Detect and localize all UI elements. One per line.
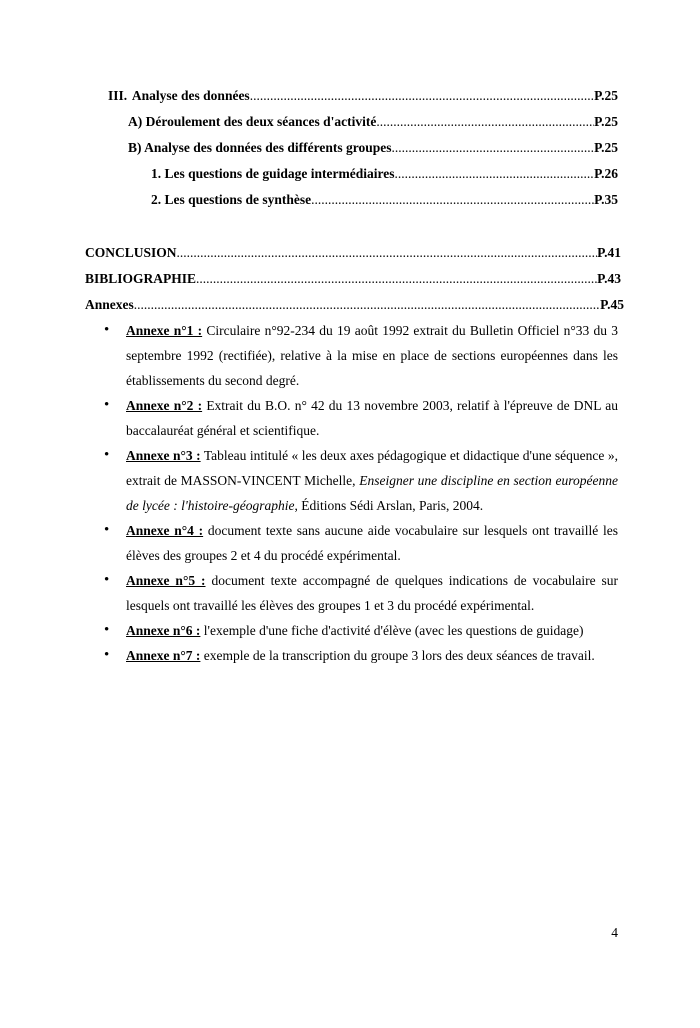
annex-text: l'exemple d'une fiche d'activité d'élève (avec les questions de guidage): [200, 623, 584, 638]
toc-section-3-title: Analyse des données: [131, 88, 250, 103]
annex-text: Extrait du B.O. n° 42 du 13 novembre 2003, relatif à l'épreuve de DNL au baccalauréat général et scientifique.: [126, 398, 618, 438]
toc-entry-b2: [151, 192, 618, 208]
annex-item-1: [86, 318, 618, 393]
toc-entry-b2-title: 2. Les questions de synthèse: [151, 192, 312, 207]
toc-leader-dots: [395, 166, 595, 182]
annex-text-part: , Éditions Sédi Arslan, Paris, 2004.: [294, 498, 484, 513]
bullet-icon: •: [104, 622, 110, 638]
toc-bibliographie: [85, 271, 621, 287]
toc-annexes-title: Annexes: [85, 297, 134, 312]
bullet-icon: •: [104, 647, 110, 663]
annex-label: Annexe n°3 :: [126, 448, 201, 463]
annex-label: Annexe n°6 :: [126, 623, 201, 638]
toc-section-3: [108, 88, 618, 104]
page-number: 4: [611, 925, 618, 940]
bullet-icon: •: [104, 522, 110, 538]
annex-label: Annexe n°1 :: [126, 323, 203, 338]
annex-label: Annexe n°2 :: [126, 398, 203, 413]
toc-entry-b2-page: P.35: [594, 192, 618, 207]
toc-leader-dots: [376, 114, 594, 130]
toc-entry-b1-page: P.26: [594, 166, 618, 181]
toc-entry-b-page: P.25: [594, 140, 618, 155]
toc-annexes: [85, 297, 624, 313]
toc-entry-a: [128, 114, 618, 130]
annex-text: [126, 448, 618, 513]
annex-item-7: [86, 643, 618, 668]
toc-entry-b1-title: 1. Les questions de guidage intermédiaires: [151, 166, 395, 181]
annex-item-4: [86, 518, 618, 568]
toc-leader-dots: [392, 140, 595, 156]
bullet-icon: •: [104, 447, 110, 463]
toc-leader-dots: [177, 245, 598, 261]
annex-text: document texte sans aucune aide vocabulaire sur lesquels ont travaillé les élèves des groupes 2 et 4 du procédé expérimental.: [126, 523, 619, 563]
annex-book-title: Enseigner une discipline en section européenne de lycée : l'histoire-géographie: [126, 473, 618, 513]
toc-entry-b: [128, 140, 618, 156]
toc-entry-a-page: P.25: [594, 114, 618, 129]
bullet-icon: •: [104, 397, 110, 413]
toc-leader-dots: [196, 271, 597, 287]
annex-text: exemple de la transcription du groupe 3 lors des deux séances de travail.: [200, 648, 595, 663]
toc-section-3-number: III.: [108, 88, 128, 103]
toc-conclusion-page: P.41: [597, 245, 621, 260]
bullet-icon: •: [104, 322, 110, 338]
toc-conclusion-title: CONCLUSION: [85, 245, 177, 260]
toc-leader-dots: [134, 297, 600, 313]
toc-annexes-page: P.45: [600, 297, 624, 312]
annex-text: Circulaire n°92-234 du 19 août 1992 extrait du Bulletin Officiel n°33 du 3 septembre 1992 (rectifiée), relative à la mise en place de sections européennes dans les établissements du second degré.: [126, 323, 618, 388]
annex-item-2: [86, 393, 618, 443]
toc-entry-b1: [151, 166, 618, 182]
annex-list: [86, 318, 618, 668]
bullet-icon: •: [104, 572, 110, 588]
toc-section-3-page: P.25: [594, 88, 618, 103]
toc-conclusion: [85, 245, 621, 261]
annex-item-5: [86, 568, 618, 618]
toc-entry-a-title: A) Déroulement des deux séances d'activité: [128, 114, 377, 129]
toc-leader-dots: [311, 192, 594, 208]
toc-bibliographie-title: BIBLIOGRAPHIE: [85, 271, 197, 286]
annex-text: document texte accompagné de quelques indications de vocabulaire sur lesquels ont travaillé les élèves des groupes 1 et 3 du procédé expérimental.: [126, 573, 618, 613]
annex-item-3: [86, 443, 618, 518]
annex-label: Annexe n°7 :: [126, 648, 201, 663]
annex-label: Annexe n°5 :: [126, 573, 206, 588]
toc-entry-b-title: B) Analyse des données des différents groupes: [128, 140, 392, 155]
annex-item-6: [86, 618, 618, 643]
toc-bibliographie-page: P.43: [597, 271, 621, 286]
toc-leader-dots: [250, 88, 594, 104]
annex-text-part: Tableau intitulé « les deux axes pédagogique et didactique d'une séquence », extrait de MASSON-VINCENT Michelle,: [126, 448, 619, 488]
annex-label: Annexe n°4 :: [126, 523, 204, 538]
